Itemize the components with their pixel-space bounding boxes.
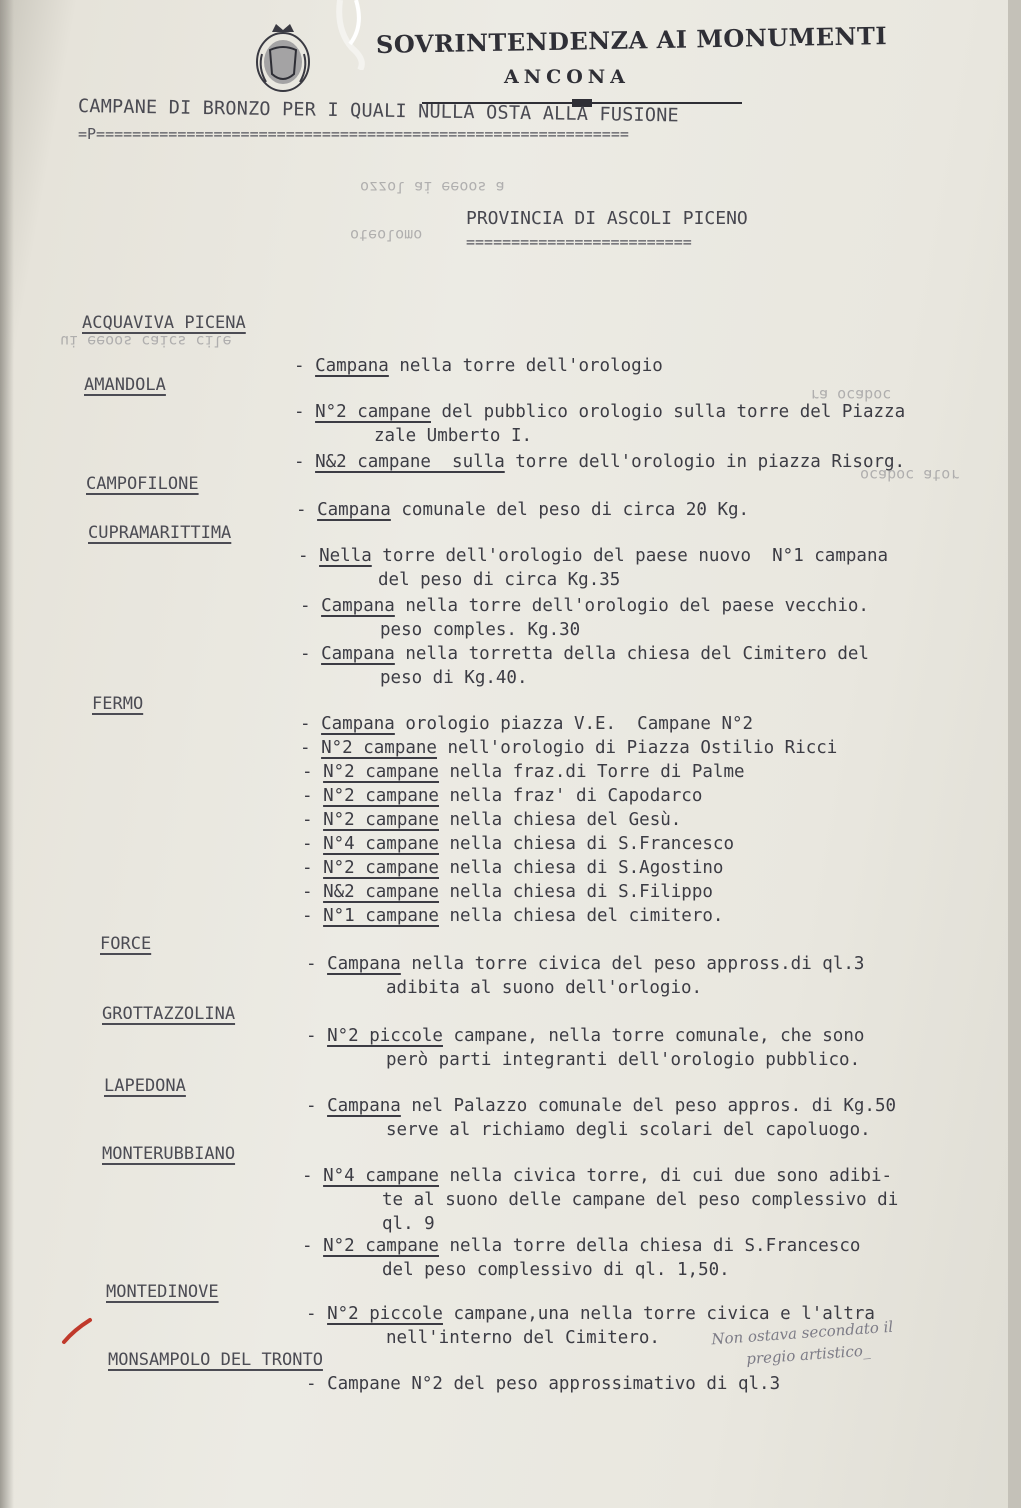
bell-entry-subject: Campana: [327, 954, 401, 974]
town-name: MONTEDINOVE: [106, 1282, 219, 1302]
binding-thread: [330, 0, 380, 70]
bell-entry-text: nella chiesa di S.Agostino: [438, 858, 724, 878]
bell-entry: [302, 832, 734, 856]
entry-dash: -: [300, 596, 322, 616]
bell-entry: [306, 1024, 864, 1048]
bell-entry-subject: N°2 piccole: [327, 1304, 443, 1324]
town-name: LAPEDONA: [104, 1076, 186, 1096]
bell-entry-subject: N°2 campane: [323, 810, 439, 830]
entry-dash: -: [302, 786, 324, 806]
bell-entry: [302, 1234, 860, 1258]
town-name: AMANDOLA: [84, 375, 166, 395]
stamp-office: SOVRINTENDENZA AI MONUMENTI: [375, 21, 888, 59]
town-name: FERMO: [92, 694, 144, 714]
entry-dash: -: [302, 906, 324, 926]
bell-entry: [302, 904, 723, 928]
show-through-text: ozzol ai eeoos a: [360, 178, 505, 196]
bell-entry-text: nella torre civica del peso appross.di ql.3: [400, 954, 865, 974]
bell-entry-continuation: adibita al suono dell'orlogio.: [386, 978, 703, 998]
bell-entry: [302, 808, 681, 832]
entry-dash: -: [298, 546, 320, 566]
bell-entry-subject: N°2 campane: [323, 858, 439, 878]
bell-entry-text: nella chiesa di S.Francesco: [438, 834, 734, 854]
bell-entry-text: nella chiesa del Gesù.: [438, 810, 682, 830]
entry-dash: -: [306, 1374, 328, 1394]
bell-entry: [298, 544, 888, 568]
bell-entry-subject: N&2 campane sulla: [315, 452, 505, 472]
bell-entry: [296, 498, 749, 522]
bell-entry-subject: N°4 campane: [323, 834, 439, 854]
province-heading: PROVINCIA DI ASCOLI PICENO: [466, 208, 748, 229]
bell-entry: [306, 1372, 780, 1396]
bell-entry-subject: N°2 campane: [323, 786, 439, 806]
entry-dash: -: [302, 762, 324, 782]
town-name: FORCE: [100, 934, 152, 954]
bell-entry-subject: N&2 campane: [323, 882, 439, 902]
document-title: CAMPANE DI BRONZO PER I QUALI NULLA OSTA ALLA FUSIONE: [77, 96, 680, 127]
bell-entry: [306, 952, 864, 976]
entry-dash: -: [302, 810, 324, 830]
entry-dash: -: [302, 834, 324, 854]
bell-entry-text: nella torretta della chiesa del Cimitero del: [394, 644, 869, 664]
bell-entry: [302, 1164, 892, 1188]
document-title-rule: =P===========================================================: [78, 128, 629, 140]
entry-dash: -: [300, 714, 322, 734]
bell-entry-text: orologio piazza V.E. Campane N°2: [394, 714, 754, 734]
town-name: MONTERUBBIANO: [102, 1144, 236, 1164]
bell-entry-continuation: te al suono delle campane del peso complessivo di ql. 9: [382, 1190, 899, 1234]
bell-entry-continuation: del peso di circa Kg.35: [378, 570, 621, 590]
bell-entry-subject: N°2 campane: [315, 402, 431, 422]
town-name: CUPRAMARITTIMA: [88, 523, 232, 543]
bell-entry-subject: N°2 campane: [321, 738, 437, 758]
entry-dash: -: [300, 644, 322, 664]
town-name: ACQUAVIVA PICENA: [82, 313, 246, 333]
bell-entry-text: nella chiesa di S.Filippo: [438, 882, 713, 902]
bell-entry: [300, 594, 869, 618]
bell-entry-continuation: peso comples. Kg.30: [380, 620, 581, 640]
bell-entry: [294, 400, 905, 424]
bell-entry-subject: N°2 campane: [323, 1236, 439, 1256]
entry-dash: -: [296, 500, 318, 520]
stamp-city: ANCONA: [504, 66, 630, 88]
entry-dash: -: [302, 882, 324, 902]
bell-entry-text: campane, nella torre comunale, che sono: [442, 1026, 865, 1046]
bell-entry: [300, 642, 869, 666]
bell-entry-subject: Campana: [321, 714, 395, 734]
bell-entry-continuation: nell'interno del Cimitero.: [386, 1328, 660, 1348]
bell-entry-subject: Campana: [317, 500, 391, 520]
bell-entry: [302, 856, 723, 880]
crest-icon: [254, 18, 312, 94]
entry-dash: -: [306, 1304, 328, 1324]
bell-entry-subject: Campana: [321, 596, 395, 616]
bell-entry: [294, 354, 663, 378]
page-edge-shadow: [0, 0, 14, 1508]
bell-entry-subject: Campana: [321, 644, 395, 664]
bell-entry-text: Campane N°2 del peso approssimativo di ql.3: [327, 1374, 781, 1394]
handwritten-note: Non ostava secondato il pregio artistico_: [710, 1317, 894, 1371]
bell-entry-text: comunale del peso di circa 20 Kg.: [390, 500, 750, 520]
bell-entry: [294, 450, 905, 474]
entry-dash: -: [306, 1096, 328, 1116]
bell-entry: [306, 1094, 896, 1118]
bell-entry-text: nella fraz' di Capodarco: [438, 786, 703, 806]
province-rule: =========================: [466, 233, 692, 251]
show-through-text: ra ocaboc: [810, 386, 892, 404]
town-name: CAMPOFILONE: [86, 474, 199, 494]
entry-dash: -: [306, 1026, 328, 1046]
bell-entry-continuation: serve al richiamo degli scolari del capoluogo.: [386, 1120, 871, 1140]
show-through-text: ocaboc ator: [860, 466, 960, 484]
bell-entry: [300, 712, 753, 736]
bell-entry-continuation: del peso complessivo di ql. 1,50.: [382, 1260, 730, 1280]
entry-dash: -: [302, 858, 324, 878]
bell-entry-text: nel Palazzo comunale del peso appros. di Kg.50: [400, 1096, 897, 1116]
entry-dash: -: [294, 402, 316, 422]
bell-entry-continuation: però parti integranti dell'orologio pubblico.: [386, 1050, 861, 1070]
entry-dash: -: [302, 1166, 324, 1186]
show-through-text: oteolomo: [350, 226, 423, 244]
bell-entry: [302, 784, 702, 808]
bell-entry: [302, 880, 713, 904]
bell-entry-text: nella torre dell'orologio: [388, 356, 663, 376]
bell-entry-text: nella civica torre, di cui due sono adibi-: [438, 1166, 893, 1186]
bell-entry-text: nell'orologio di Piazza Ostilio Ricci: [436, 738, 838, 758]
bell-entry-text: nella torre dell'orologio del paese vecchio.: [394, 596, 869, 616]
bell-entry-subject: Campana: [315, 356, 389, 376]
page-right-edge: [1008, 0, 1021, 1508]
town-name: MONSAMPOLO DEL TRONTO: [108, 1350, 323, 1370]
bell-entry-text: nella fraz.di Torre di Palme: [438, 762, 745, 782]
bell-entry-text: del pubblico orologio sulla torre del Piazza: [430, 402, 906, 422]
entry-dash: -: [306, 954, 328, 974]
bell-entry-subject: N°2 campane: [323, 762, 439, 782]
red-pencil-mark: [60, 1316, 100, 1346]
entry-dash: -: [302, 1236, 324, 1256]
bell-entry-text: nella torre della chiesa di S.Francesco: [438, 1236, 861, 1256]
bell-entry-text: campane,una nella torre civica e l'altra: [442, 1304, 875, 1324]
bell-entry: [302, 760, 745, 784]
entry-dash: -: [294, 356, 316, 376]
show-through-text: ui eeoos caics cile: [60, 332, 232, 350]
bell-entry-text: torre dell'orologio del paese nuovo N°1 campana: [371, 546, 889, 566]
bell-entry-subject: N°2 piccole: [327, 1026, 443, 1046]
entry-dash: -: [300, 738, 322, 758]
bell-entry-continuation: peso di Kg.40.: [380, 668, 528, 688]
bell-entry-subject: Campana: [327, 1096, 401, 1116]
bell-entry-continuation: zale Umberto I.: [374, 426, 533, 446]
entry-dash: -: [294, 452, 316, 472]
bell-entry: [300, 736, 837, 760]
bell-entry-subject: N°1 campane: [323, 906, 439, 926]
bell-entry-subject: Nella: [319, 546, 372, 566]
bell-entry-text: nella chiesa del cimitero.: [438, 906, 724, 926]
bell-entry-subject: N°4 campane: [323, 1166, 439, 1186]
bell-entry-text: torre dell'orologio in piazza Risorg.: [504, 452, 906, 472]
town-name: GROTTAZZOLINA: [102, 1004, 236, 1024]
